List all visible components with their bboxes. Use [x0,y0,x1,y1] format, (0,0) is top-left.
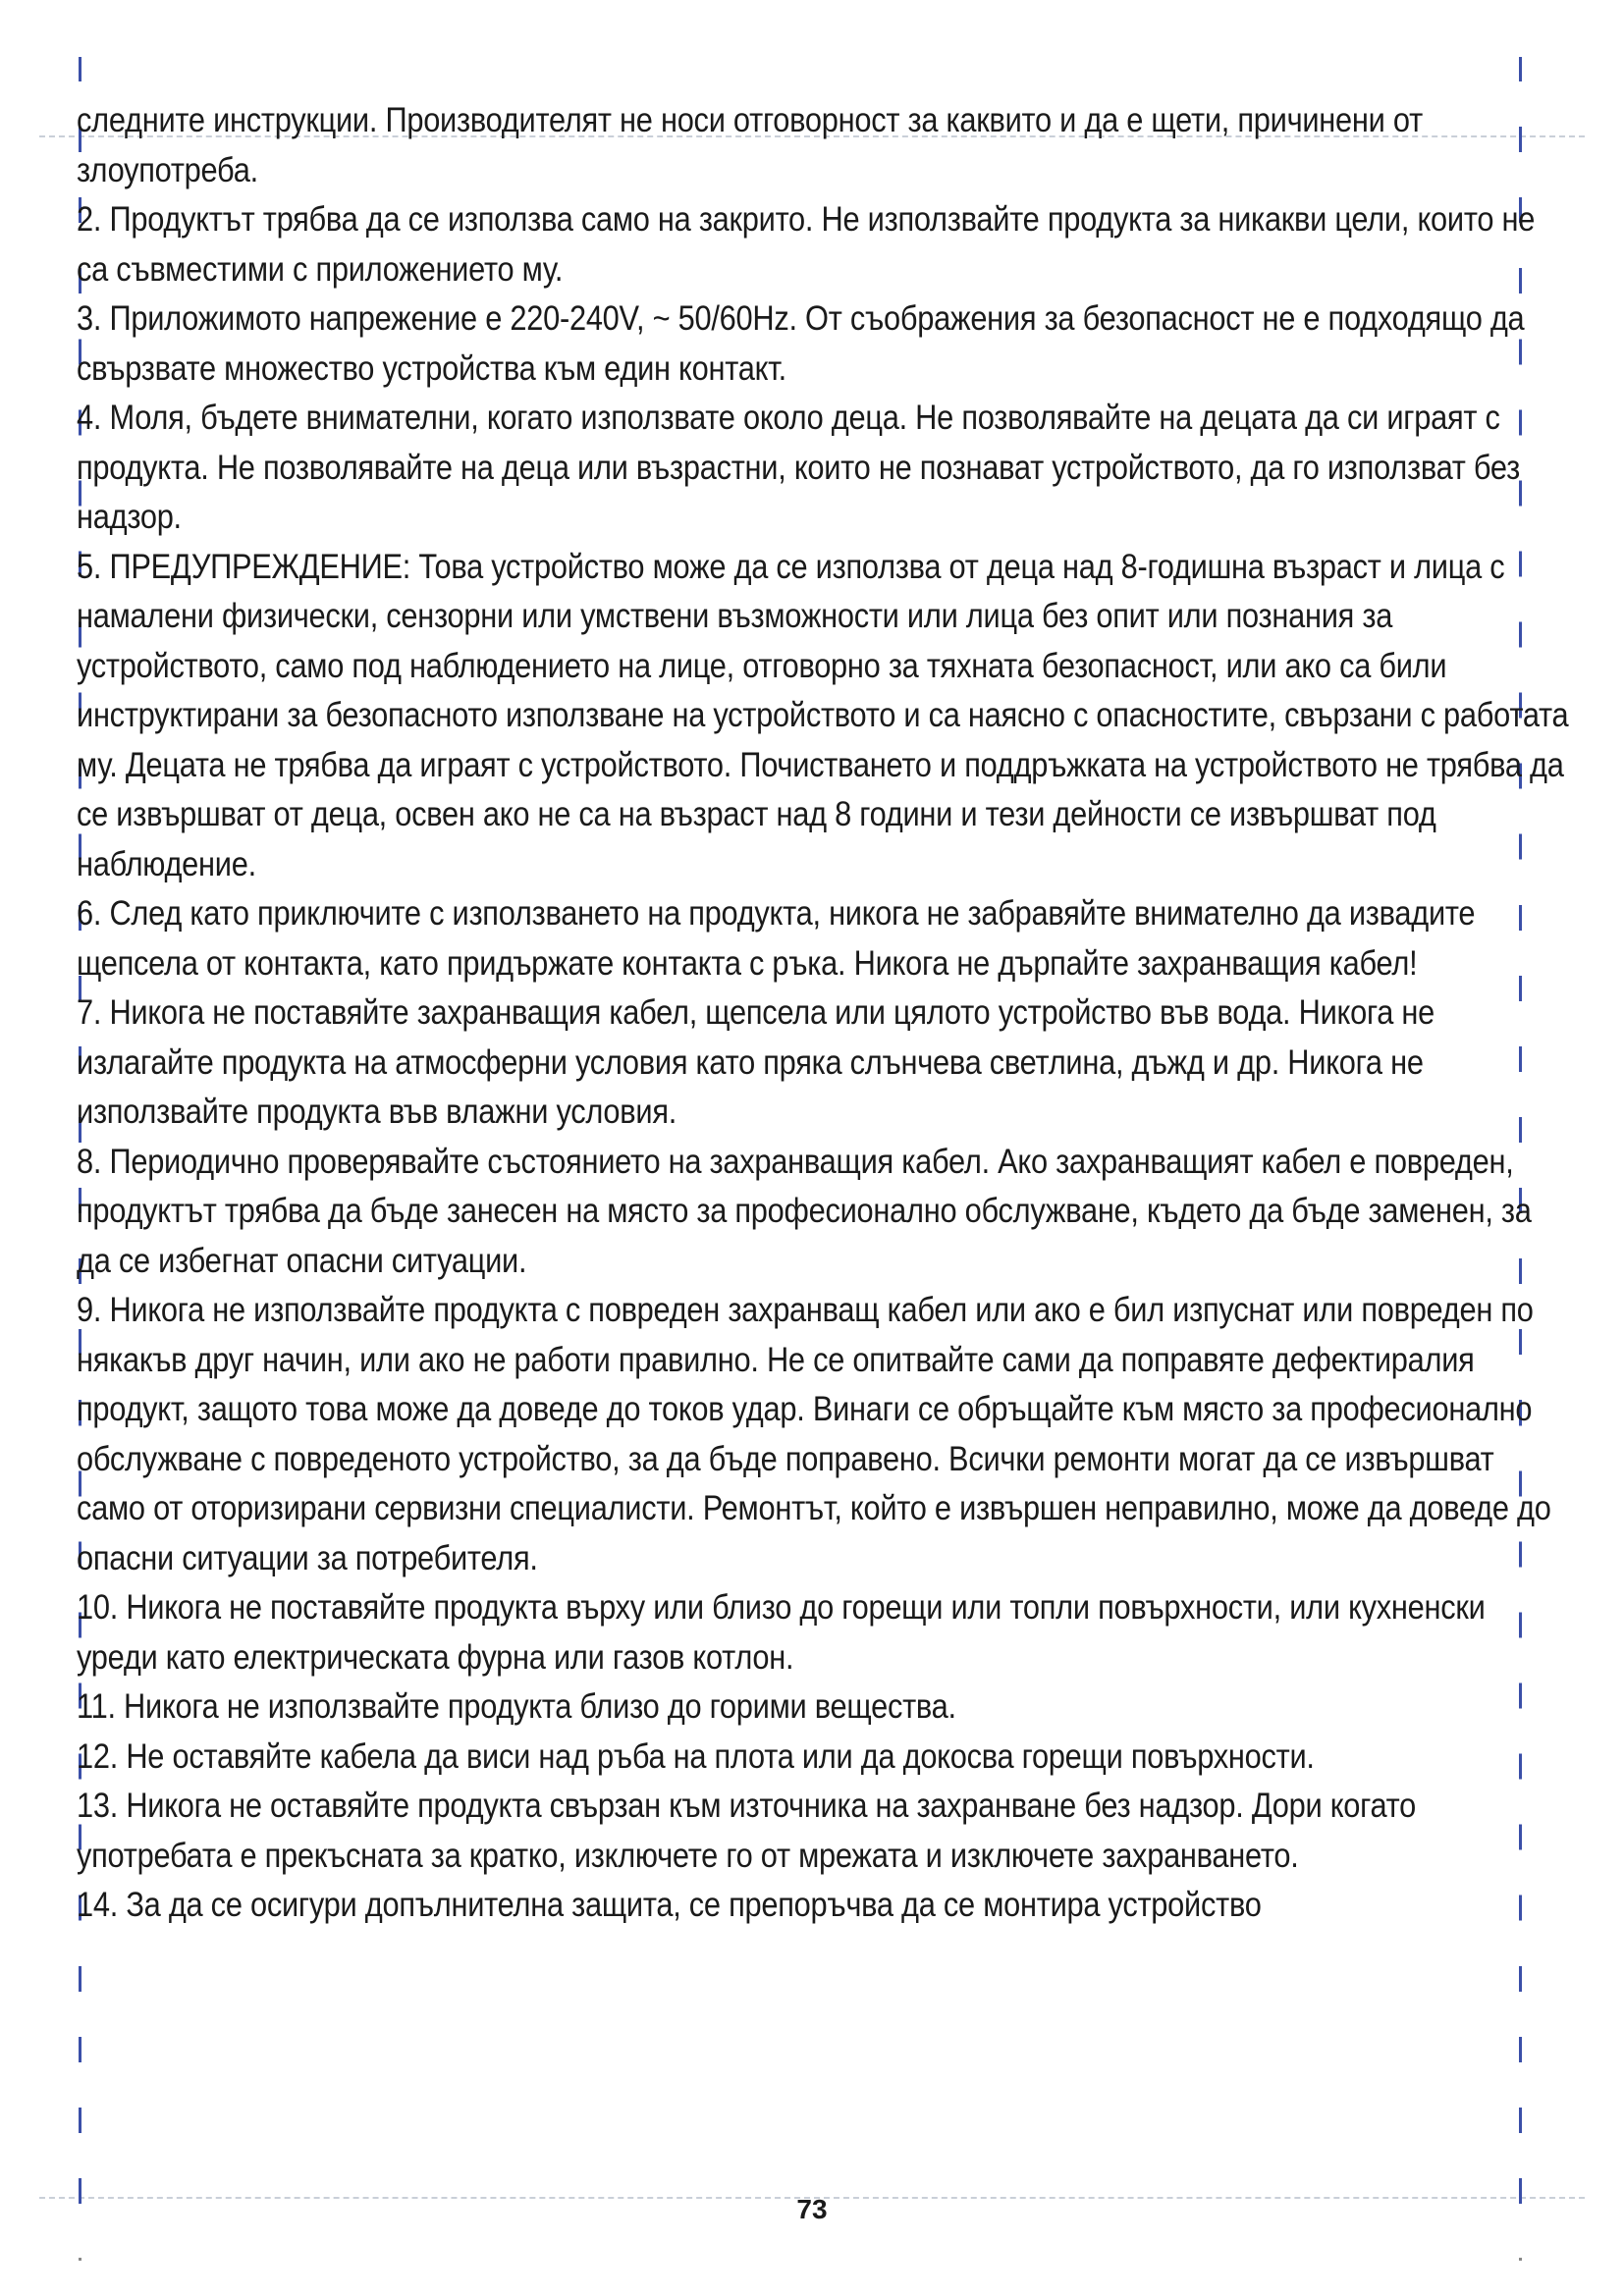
instructions-text [77,96,1569,1931]
paragraph-7: 7. Никога не поставяйте захранващия кабел, щепсела или цялото устройство във вода. Никога не излагайте продукта на атмосферни условия като пряка слънчева светлина, дъжд и др. Никога не използвайте продукта във влажни условия. [77,993,1435,1131]
paragraph-6: 6. След като приключите с използването на продукта, никога не забравяйте внимателно да извадите щепсела от контакта, като придържате контакта с ръка. Никога не дърпайте захранващия кабел! [77,894,1476,983]
paragraph-10: 10. Никога не поставяйте продукта върху или близо до горещи или топли повърхности, или кухненски уреди като електрическата фурна или газов котлон. [77,1588,1486,1677]
paragraph-2: 2. Продуктът трябва да се използва само на закрито. Не използвайте продукта за никакви цели, които не са съвместими с приложението му. [77,200,1536,289]
paragraph-5-warning: 5. ПРЕДУПРЕЖДЕНИЕ: Това устройство може да се използва от деца над 8-годишна възраст и лица с намалени физически, сензорни или умствени възможности или лица без опит или познания за устройството, само под наблюдението на лице, отговорно за тяхната безопасност, или ако са били инструктирани за безопасното използване на устройството и са наясно с опасностите, свързани с работата му. Децата не трябва да играят с устройството. Почистването и поддръжката на устройството не трябва да се извършват от деца, освен ако не са на възраст над 8 години и тези дейности се извършват под наблюдение. [77,547,1569,883]
paragraph-3: 3. Приложимото напрежение е 220-240V, ~ 50/60Hz. От съображения за безопасност не е подходящо да свързвате множество устройства към един контакт. [77,299,1525,388]
paragraph-12: 12. Не оставяйте кабела да виси над ръба на плота или да докосва горещи повърхности. [77,1736,1315,1776]
paragraph-11: 11. Никога не използвайте продукта близо до горими вещества. [77,1687,956,1726]
paragraph-9: 9. Никога не използвайте продукта с повреден захранващ кабел или ако е бил изпуснат или повреден по някакъв друг начин, или ако не работи правилно. Не се опитвайте сами да поправяте дефектиралия продукт, защото това може да доведе до токов удар. Винаги се обръщайте към място за професионално обслужване с повреденото устройство, за да бъде поправено. Всички ремонти могат да се извършват само от оторизирани сервизни специалисти. Ремонтът, който е извършен неправилно, може да доведе до опасни ситуации за потребителя. [77,1291,1551,1577]
crop-mark-right [1519,2258,1522,2261]
page-number: 73 [796,2194,828,2224]
crop-mark-left [79,2258,81,2261]
paragraph-4: 4. Моля, бъдете внимателни, когато използвате около деца. Не позволявайте на децата да си играят с продукта. Не позволявайте на деца или възрастни, които не познават устройството, да го използват без надзор. [77,399,1520,536]
paragraph-intro: следните инструкции. Производителят не носи отговорност за каквито и да е щети, причинени от злоупотреба. [77,101,1423,189]
paragraph-8: 8. Периодично проверявайте състоянието на захранващия кабел. Ако захранващият кабел е повреден, продуктът трябва да бъде занесен на място за професионално обслужване, където да бъде заменен, за да се избегнат опасни ситуации. [77,1142,1532,1280]
paragraph-14: 14. За да се осигури допълнителна защита, се препоръчва да се монтира устройство [77,1886,1262,1924]
paragraph-13: 13. Никога не оставяйте продукта свързан към източника на захранване без надзор. Дори когато употребата е прекъсната за кратко, изключете го от мрежата и изключете захранването. [77,1787,1416,1875]
